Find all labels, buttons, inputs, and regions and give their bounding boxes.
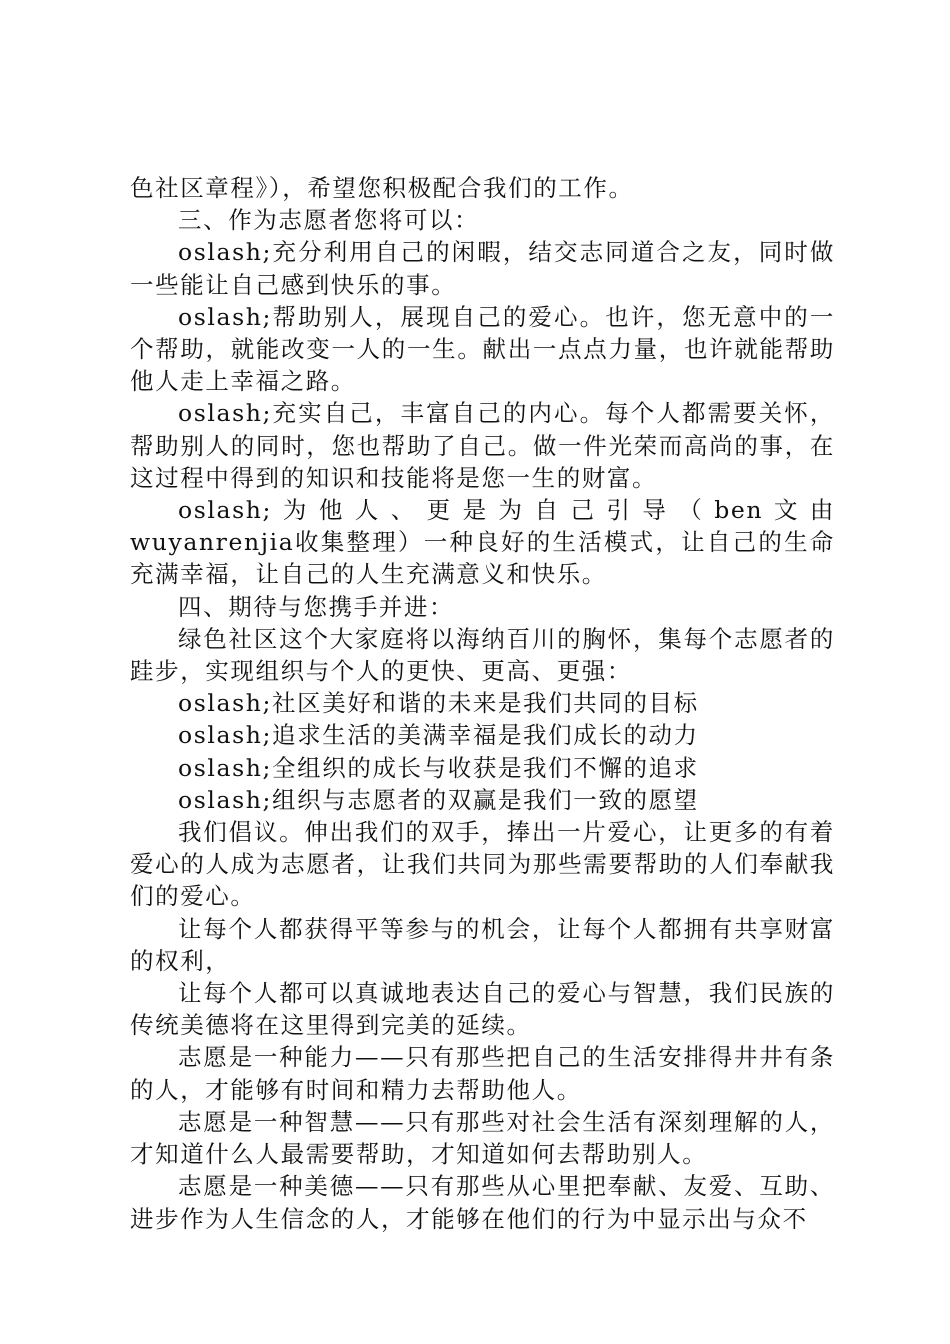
paragraph: 志愿是一种美德——只有那些从心里把奉献、友爱、互助、进步作为人生信念的人，才能够在他们的行为中显示出与众不 xyxy=(130,1172,835,1233)
paragraph: 让每个人都获得平等参与的机会，让每个人都拥有共享财富的权利， xyxy=(130,914,835,975)
paragraph: 志愿是一种能力——只有那些把自己的生活安排得井井有条的人，才能够有时间和精力去帮助他人。 xyxy=(130,1043,835,1104)
list-item: oslash;追求生活的美满幸福是我们成长的动力 xyxy=(178,721,699,750)
paragraph: oslash;帮助别人，展现自己的爱心。也许，您无意中的一个帮助，就能改变一人的一生。献出一点点力量，也许就能帮助他人走上幸福之路。 xyxy=(130,302,835,396)
paragraph: oslash;充实自己，丰富自己的内心。每个人都需要关怀，帮助别人的同时，您也帮助了自己。做一件光荣而高尚的事，在这过程中得到的知识和技能将是您一生的财富。 xyxy=(130,399,835,492)
section-heading-3: 三、作为志愿者您将可以： xyxy=(178,206,480,235)
paragraph: oslash;充分利用自己的闲暇，结交志同道合之友，同时做一些能让自己感到快乐的事。 xyxy=(130,238,835,299)
paragraph: 让每个人都可以真诚地表达自己的爱心与智慧，我们民族的传统美德将在这里得到完美的延续。 xyxy=(130,979,835,1040)
paragraph-continuation: 色社区章程》），希望您积极配合我们的工作。 xyxy=(130,174,634,202)
document-body xyxy=(130,172,835,1235)
list-item: oslash;社区美好和谐的未来是我们共同的目标 xyxy=(178,689,699,718)
list-item: oslash;组织与志愿者的双赢是我们一致的愿望 xyxy=(178,785,699,814)
paragraph: oslash;为他人、更是为自己引导（ben文由wuyanrenjia收集整理）一种良好的生活模式，让自己的生命充满幸福，让自己的人生充满意义和快乐。 xyxy=(130,496,835,589)
paragraph: 志愿是一种智慧——只有那些对社会生活有深刻理解的人，才知道什么人最需要帮助，才知道如何去帮助别人。 xyxy=(130,1107,835,1169)
list-item: oslash;全组织的成长与收获是我们不懈的追求 xyxy=(178,753,699,782)
paragraph: 绿色社区这个大家庭将以海纳百川的胸怀，集每个志愿者的跬步，实现组织与个人的更快、更高、更强： xyxy=(130,624,835,686)
section-heading-4: 四、期待与您携手并进： xyxy=(178,592,455,621)
paragraph: 我们倡议。伸出我们的双手，捧出一片爱心，让更多的有着爱心的人成为志愿者，让我们共同为那些需要帮助的人们奉献我们的爱心。 xyxy=(130,818,835,911)
